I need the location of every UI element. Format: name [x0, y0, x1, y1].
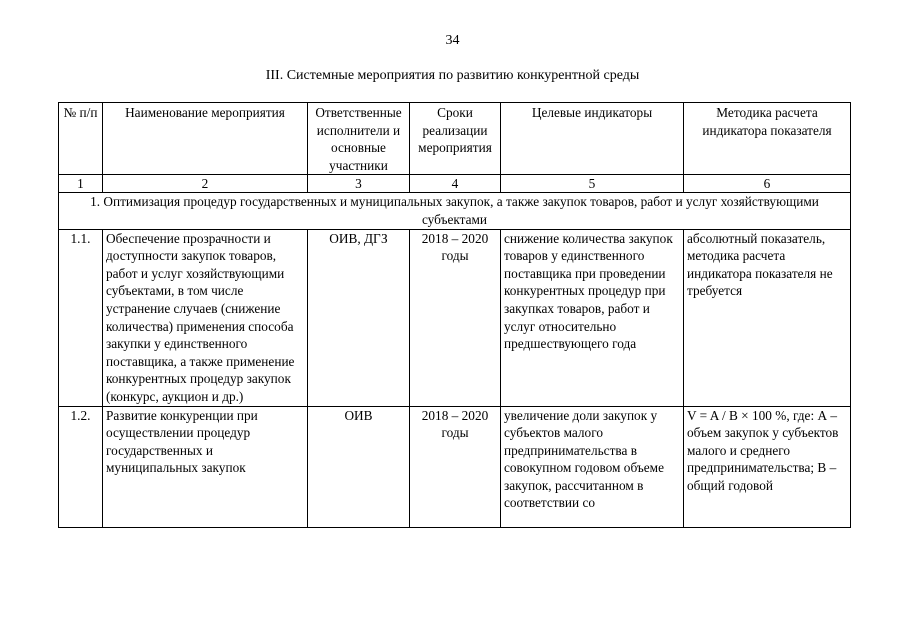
row-name: Обеспечение прозрачности и доступности закупок товаров, работ и услуг хозяйствующими субъектами, в том числе устранение случаев (снижение количества) применения способа закупки у единственного поставщика, а также применение конкурентных процедур закупок (конкурс, аукцион и др.): [103, 229, 308, 406]
table-row: [59, 229, 851, 406]
header-indicator: Целевые индикаторы: [501, 103, 684, 175]
column-numbers-row: [59, 175, 851, 193]
row-name: [103, 406, 308, 527]
section-title: III. Системные мероприятия по развитию конкурентной среды: [265, 68, 640, 83]
page-number: 34: [445, 33, 460, 48]
column-number: 4: [410, 175, 501, 193]
row-responsible: ОИВ, ДГЗ: [308, 229, 410, 406]
row-num-text: 1.2.: [70, 407, 91, 423]
row-responsible: [308, 406, 410, 527]
row-period: [410, 406, 501, 527]
row-num: [59, 406, 103, 527]
header-period: Сроки реализации мероприятия: [410, 103, 501, 175]
table-header-row: [59, 103, 851, 175]
row-indicator: снижение количества закупок товаров у единственного поставщика при проведении конкурентных процедур при закупках товаров, работ и услуг относительно предшествующего года: [501, 229, 684, 406]
column-number: 2: [103, 175, 308, 193]
table-row: [59, 406, 851, 527]
section-heading-row: [59, 193, 851, 229]
header-responsible: Ответственные исполнители и основные участники: [308, 103, 410, 175]
column-number: 1: [59, 175, 103, 193]
row-name-text: Развитие конкуренции при осуществлении процедур государственных и муниципальных закупок: [106, 407, 258, 476]
row-num: 1.1.: [59, 229, 103, 406]
section-heading: 1. Оптимизация процедур государственных и муниципальных закупок, а также закупок товаров, работ и услуг хозяйствующими субъектами: [59, 193, 851, 229]
row-responsible-text: ОИВ: [344, 407, 373, 423]
measures-table: [58, 102, 851, 528]
header-name: Наименование мероприятия: [103, 103, 308, 175]
column-number: 5: [501, 175, 684, 193]
row-period: 2018 – 2020 годы: [410, 229, 501, 406]
row-method-text: V = A / B × 100 %, где: А – объем закупок у субъектов малого и среднего предпринимательства; В – общий годовой: [687, 407, 839, 493]
column-number: 3: [308, 175, 410, 193]
row-indicator: [501, 406, 684, 527]
row-indicator-text: увеличение доли закупок у субъектов малого предпринимательства в совокупном годовом объеме закупок, рассчитанном в соответствии со: [504, 407, 664, 511]
column-number: 6: [684, 175, 851, 193]
row-method: [684, 406, 851, 527]
header-method: Методика расчета индикатора показателя: [684, 103, 851, 175]
row-method: абсолютный показатель, методика расчета индикатора показателя не требуется: [684, 229, 851, 406]
row-period-text: 2018 – 2020 годы: [421, 407, 489, 441]
header-num: № п/п: [59, 103, 103, 175]
